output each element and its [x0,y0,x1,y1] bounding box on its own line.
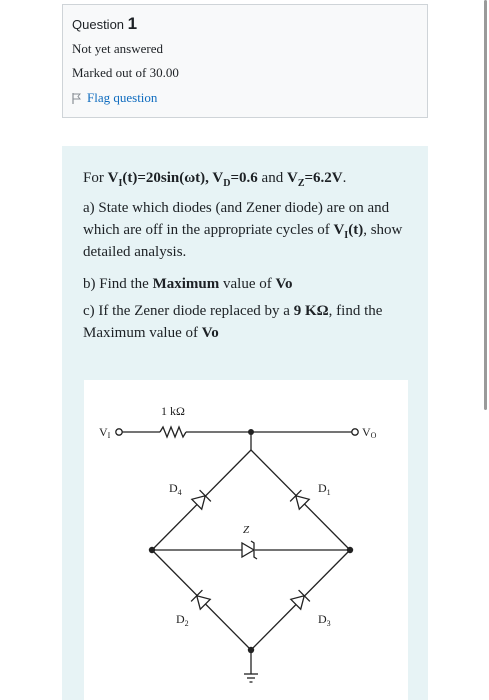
scrollbar[interactable] [484,0,487,410]
question-info-panel [62,4,428,118]
part-b-vo: Vo [275,276,293,292]
part-c-prefix: c) If the Zener diode replaced by a [83,303,294,319]
part-c-mid: , find the Maximum value of [83,303,383,341]
d1-label: $D_1$ [318,481,331,497]
resistor-label: 1 kΩ [161,404,185,418]
part-a-text: a) State which diodes (and Zener diode) are on and which are off in the appropriate cycles of [83,200,390,238]
part-b [83,273,413,295]
d3-label: $D_3$ [318,612,331,628]
part-b-mid: value of [219,276,276,292]
question-number-value: 1 [127,14,138,33]
circuit-diagram [84,380,408,700]
vz-value: =6.2V [304,170,343,186]
vi-expression: (t)=20sin(ωt), [122,170,213,186]
node-left [149,547,155,553]
question-intro [83,167,413,189]
node-top [248,429,254,435]
intro-end: . [342,170,347,186]
vd-symbol: V [212,170,224,186]
part-a [83,197,413,263]
d4-label: $D_4$ [169,481,182,497]
part-c-vo: Vo [201,325,219,341]
vo-label: VO [362,425,377,440]
intro-and: and [257,170,287,186]
answer-status: Not yet answered [72,41,163,56]
flag-question-link[interactable] [72,90,427,106]
vi-label: VI [99,425,111,440]
part-b-bold: Maximum [152,276,220,292]
vd-subscript: D [223,178,231,189]
vz-symbol: V [286,170,298,186]
zener-label: Z [243,524,250,536]
part-b-prefix: b) Find the [83,276,153,292]
part-c-bold: 9 KΩ [293,303,329,319]
vi-subscript: I [118,178,123,189]
vz-subscript: Z [297,178,305,189]
vo-terminal [352,429,358,435]
question-number [72,14,427,34]
node-bottom [248,647,254,653]
circuit-svg [84,380,408,700]
part-a-end: , show detailed analysis. [83,222,403,260]
intro-prefix: For [83,170,108,186]
vi-symbol: V [107,170,119,186]
vd-value: =0.6 [230,170,258,186]
flag-question-label: Flag question [87,90,158,105]
part-c [83,300,413,344]
d2-label: $D_2$ [176,612,189,628]
zener-diode [242,541,257,559]
flag-icon [72,93,81,104]
marks-info: Marked out of 30.00 [72,65,179,80]
part-a-vi-subscript: I [344,230,349,241]
part-a-vi-rest: (t) [348,222,364,238]
node-right [347,547,353,553]
question-label: Question [72,17,125,32]
vi-terminal [116,429,122,435]
resistor [160,427,186,437]
part-a-vi: V [333,222,345,238]
